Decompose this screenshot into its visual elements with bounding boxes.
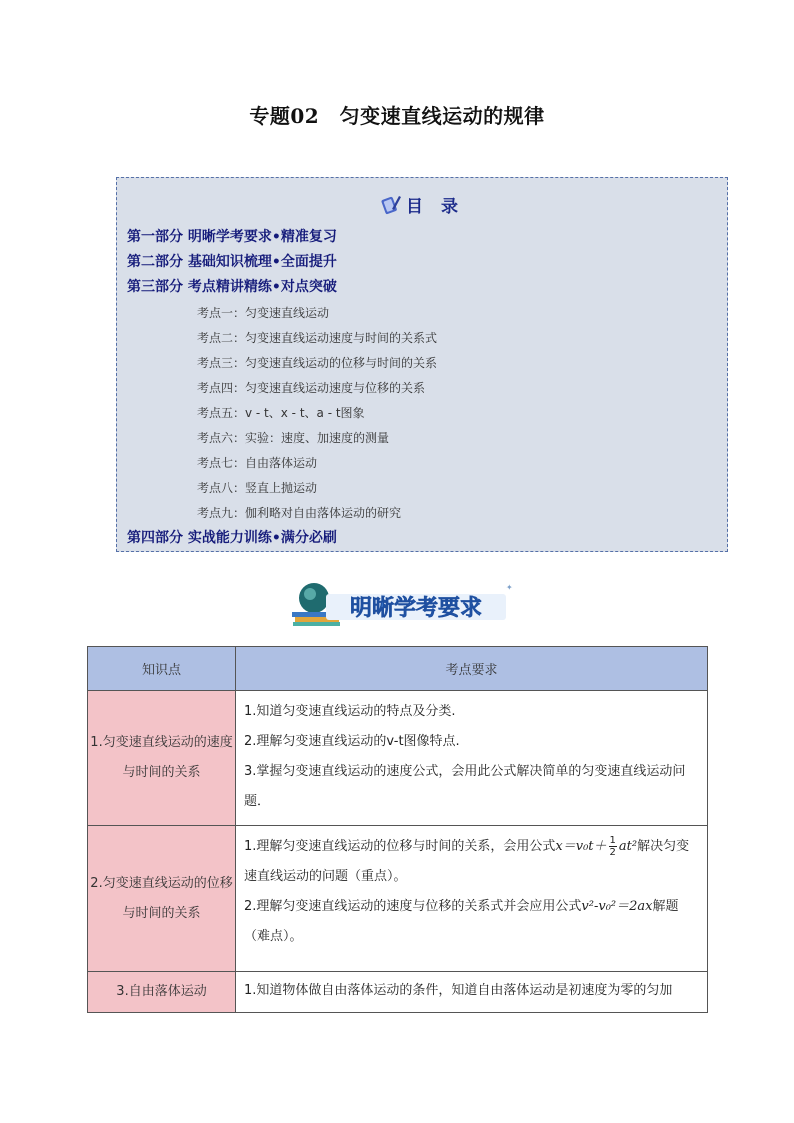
toc-point-2[interactable]: 考点二：匀变速直线运动速度与时间的关系式 <box>197 331 438 345</box>
document-title: 专题02 匀变速直线运动的规律 <box>249 104 545 128</box>
formula: x＝v₀t＋ <box>555 839 607 854</box>
fraction-numerator: 1 <box>609 835 616 846</box>
formula: v²-v₀²＝2ax <box>581 899 653 914</box>
requirement-line: 1.知道物体做自由落体运动的条件，知道自由落体运动是初速度为零的匀加 <box>244 983 673 998</box>
requirement-text: 解题（难点）。 <box>244 899 679 944</box>
requirement-line: 2.理解匀变速直线运动的v-t图像特点. <box>244 734 460 749</box>
toc-point-9[interactable]: 考点九：伽利略对自由落体运动的研究 <box>197 506 402 520</box>
toc-point-3[interactable]: 考点三：匀变速直线运动的位移与时间的关系 <box>197 356 438 370</box>
header-knowledge-point: 知识点 <box>88 647 236 691</box>
toc-heading-text: 目 录 <box>406 197 464 217</box>
table-row <box>88 691 708 826</box>
requirements-table <box>87 646 708 1013</box>
toc-point-7[interactable]: 考点七：自由落体运动 <box>197 456 318 470</box>
banner-text: 明晰学考要求 <box>349 596 483 621</box>
toc-heading <box>117 192 727 220</box>
toc-part-2[interactable]: 第二部分 基础知识梳理•全面提升 <box>127 254 337 270</box>
knowledge-point-cell: 3.自由落体运动 <box>88 972 236 1013</box>
table-row <box>88 972 708 1013</box>
sparkle-icon: ✦ <box>506 583 513 592</box>
toc-point-1[interactable]: 考点一：匀变速直线运动 <box>197 306 330 320</box>
toc-part-4[interactable]: 第四部分 实战能力训练•满分必刷 <box>127 530 337 546</box>
table-row <box>88 826 708 972</box>
requirements-cell <box>236 691 708 826</box>
knowledge-point-cell: 1.匀变速直线运动的速度与时间的关系 <box>88 691 236 826</box>
requirement-text: 2.理解匀变速直线运动的速度与位移的关系式并会应用公式 <box>244 899 582 914</box>
toc-part-3[interactable]: 第三部分 考点精讲精练•对点突破 <box>127 279 337 295</box>
knowledge-point-cell: 2.匀变速直线运动的位移与时间的关系 <box>88 826 236 972</box>
table-of-contents <box>116 177 728 552</box>
fraction-denominator: 2 <box>609 847 616 858</box>
requirements-cell <box>236 826 708 972</box>
toc-point-4[interactable]: 考点四：匀变速直线运动速度与位移的关系 <box>197 381 426 395</box>
toc-part-1[interactable]: 第一部分 明晰学考要求•精准复习 <box>127 229 337 245</box>
table-header-row <box>88 647 708 691</box>
header-requirements: 考点要求 <box>236 647 708 691</box>
toc-point-6[interactable]: 考点六：实验：速度、加速度的测量 <box>197 431 390 445</box>
formula: at² <box>618 839 638 854</box>
requirement-line <box>244 892 699 952</box>
requirement-text: 1.理解匀变速直线运动的位移与时间的关系，会用公式 <box>244 839 556 854</box>
requirement-text: 解决匀变速直线运动的问题（重点）。 <box>244 839 690 884</box>
fraction <box>609 835 617 858</box>
requirement-line: 3.掌握匀变速直线运动的速度公式，会用此公式解决简单的匀变速直线运动问题． <box>244 764 686 809</box>
requirement-line <box>244 832 699 892</box>
requirements-cell <box>236 972 708 1013</box>
toc-point-5[interactable]: 考点五：v - t、x - t、a - t图象 <box>197 406 365 420</box>
toc-point-8[interactable]: 考点八：竖直上抛运动 <box>197 481 318 495</box>
requirement-line: 1.知道匀变速直线运动的特点及分类. <box>244 704 456 719</box>
book-pen-icon <box>380 193 402 220</box>
section-banner <box>286 578 526 630</box>
